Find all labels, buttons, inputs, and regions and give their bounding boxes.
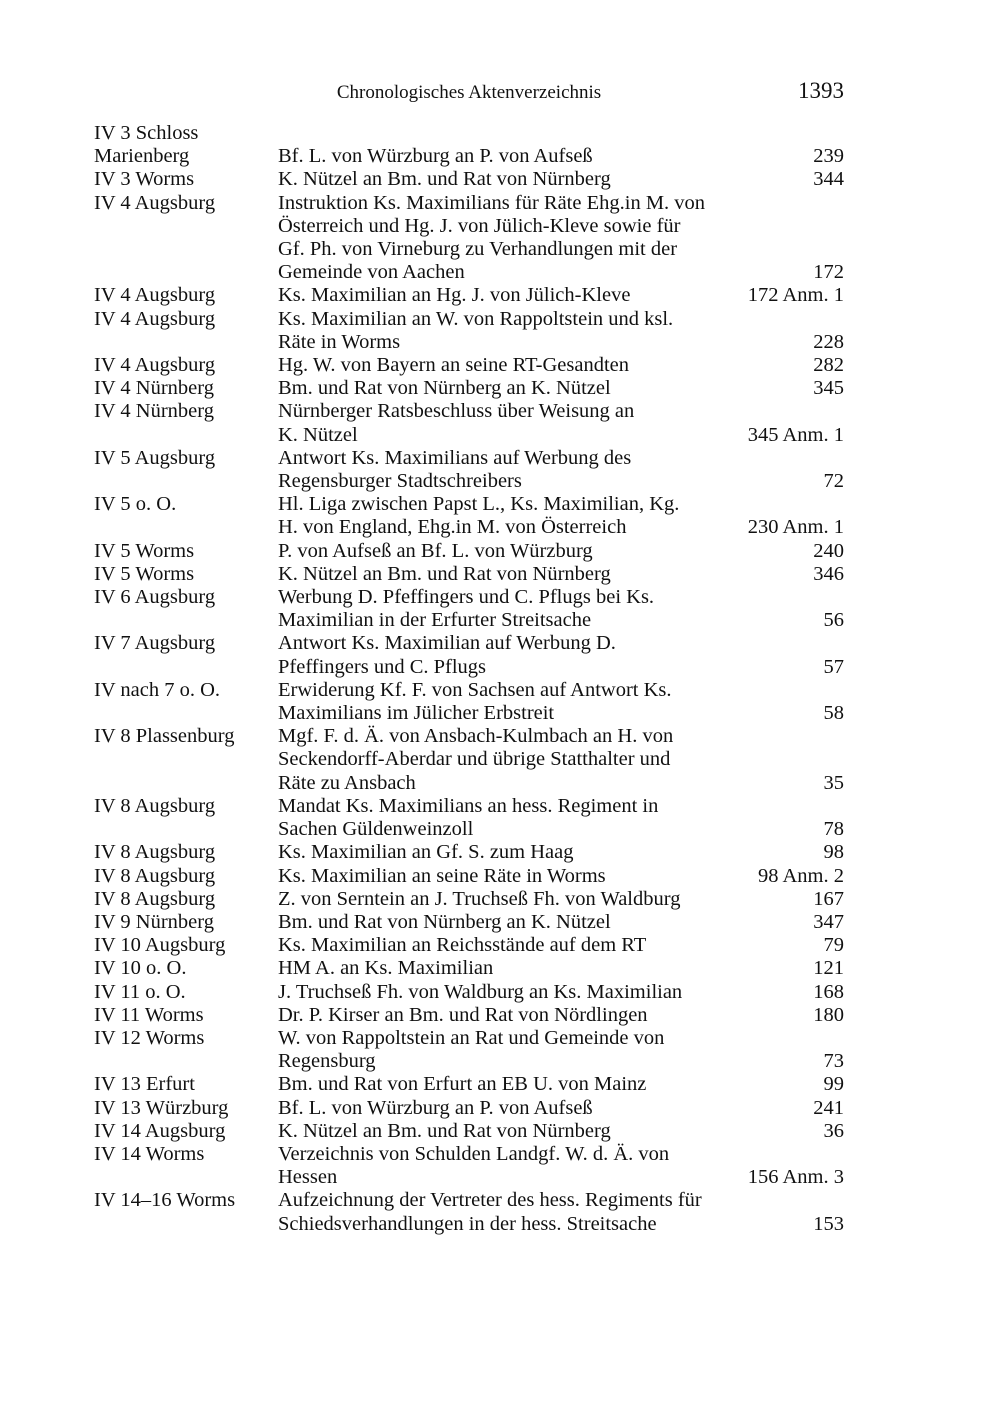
entry-description: Dr. P. Kirser an Bm. und Rat von Nördlingen (278, 1003, 648, 1026)
entry-row (94, 865, 844, 888)
entry-date: IV 4 Augsburg (94, 307, 216, 330)
entry-description: Instruktion Ks. Maximilians für Räte Ehg.in M. von Österreich und Hg. J. von Jülich-Kleve sowie für Gf. Ph. von Virneburg zu Verhandlungen mit der Gemeinde von Aachen (278, 191, 706, 284)
entry-row (94, 911, 844, 934)
entry-description: HM A. an Ks. Maximilian (278, 957, 494, 980)
entry-row (94, 308, 844, 354)
entry-reference: 98 Anm. 2 (758, 864, 844, 887)
entry-date: IV 5 o. O. (94, 493, 177, 516)
entry-row (94, 1004, 844, 1027)
entry-reference: 78 (823, 818, 844, 841)
entry-date: IV 8 Augsburg (94, 864, 216, 887)
entry-reference: 239 (813, 145, 844, 168)
page-number: 1393 (798, 78, 844, 103)
entry-description: Bf. L. von Würzburg an P. von Aufseß (278, 1096, 593, 1119)
entry-reference: 168 (813, 980, 844, 1003)
entry-date: IV 8 Augsburg (94, 887, 216, 910)
entry-row (94, 841, 844, 864)
entry-description: Bm. und Rat von Erfurt an EB U. von Mainz (278, 1073, 647, 1096)
entry-reference: 345 Anm. 1 (747, 423, 844, 446)
entry-reference: 79 (823, 934, 844, 957)
entry-row (94, 377, 844, 400)
entry-reference: 344 (813, 168, 844, 191)
entry-description: Ks. Maximilian an Reichsstände auf dem RT (278, 934, 647, 957)
entry-reference: 345 (813, 377, 844, 400)
entry-row (94, 888, 844, 911)
entry-date: IV 6 Augsburg (94, 586, 216, 609)
entry-row (94, 400, 844, 446)
entry-description: Mgf. F. d. Ä. von Ansbach-Kulmbach an H. von Seckendorff-Aberdar und übrige Statthalter und Räte zu Ansbach (278, 725, 674, 794)
entry-row (94, 168, 844, 191)
entry-reference: 282 (813, 354, 844, 377)
entry-description: Werbung D. Pfeffingers und C. Pflugs bei Ks. Maximilian in der Erfurter Streitsache (278, 586, 655, 632)
entry-date: IV 11 o. O. (94, 980, 186, 1003)
entry-description: Bm. und Rat von Nürnberg an K. Nützel (278, 910, 611, 933)
entry-reference: 172 Anm. 1 (747, 284, 844, 307)
entry-date: IV 4 Nürnberg (94, 400, 214, 423)
entry-description: K. Nützel an Bm. und Rat von Nürnberg (278, 1119, 611, 1142)
entry-reference: 99 (823, 1073, 844, 1096)
entry-reference: 241 (813, 1096, 844, 1119)
entry-row (94, 563, 844, 586)
entry-date: IV 7 Augsburg (94, 632, 216, 655)
entry-reference: 167 (813, 887, 844, 910)
entry-description: Antwort Ks. Maximilian auf Werbung D. Pfeffingers und C. Pflugs (278, 632, 616, 678)
entry-date: IV 5 Worms (94, 562, 195, 585)
entry-row (94, 1073, 844, 1096)
entry-date: IV 13 Würzburg (94, 1096, 229, 1119)
page-header (94, 78, 844, 110)
entry-date: IV 8 Augsburg (94, 841, 216, 864)
entry-row (94, 725, 844, 795)
entry-reference: 346 (813, 562, 844, 585)
entry-reference: 230 Anm. 1 (747, 516, 844, 539)
entry-reference: 72 (823, 470, 844, 493)
entry-description: Bm. und Rat von Nürnberg an K. Nützel (278, 377, 611, 400)
entry-reference: 121 (813, 957, 844, 980)
entry-row (94, 447, 844, 493)
entry-date: IV 8 Augsburg (94, 794, 216, 817)
entry-row (94, 1189, 844, 1235)
entry-row (94, 795, 844, 841)
entry-description: Ks. Maximilian an seine Räte in Worms (278, 864, 606, 887)
entry-date: IV 10 o. O. (94, 957, 187, 980)
entry-row (94, 632, 844, 678)
entry-row (94, 1097, 844, 1120)
entry-reference: 153 (813, 1212, 844, 1235)
entry-date: IV 10 Augsburg (94, 934, 226, 957)
entry-date: IV 14 Augsburg (94, 1119, 226, 1142)
running-title: Chronologisches Aktenverzeichnis (336, 82, 602, 103)
entry-reference: 180 (813, 1003, 844, 1026)
entry-reference: 58 (823, 702, 844, 725)
entry-description: Ks. Maximilian an Hg. J. von Jülich-Kleve (278, 284, 631, 307)
entry-date: IV 11 Worms (94, 1003, 204, 1026)
entry-row (94, 493, 844, 539)
entry-description: Z. von Serntein an J. Truchseß Fh. von Waldburg (278, 887, 681, 910)
entry-reference: 73 (823, 1050, 844, 1073)
entry-date: IV 14–16 Worms (94, 1189, 236, 1212)
entry-reference: 98 (823, 841, 844, 864)
entry-date: IV 14 Worms (94, 1142, 205, 1165)
entry-description: Ks. Maximilian an Gf. S. zum Haag (278, 841, 574, 864)
entry-row (94, 284, 844, 307)
entry-date: IV 9 Nürnberg (94, 910, 214, 933)
entry-description: W. von Rappoltstein an Rat und Gemeinde von Regensburg (278, 1026, 665, 1073)
entry-row (94, 934, 844, 957)
entry-row (94, 1143, 844, 1189)
entry-date: IV 12 Worms (94, 1026, 205, 1049)
entry-reference: 56 (823, 609, 844, 632)
entry-date: IV 4 Augsburg (94, 191, 216, 214)
entry-date: IV 5 Worms (94, 539, 195, 562)
entry-reference: 156 Anm. 3 (747, 1166, 844, 1189)
entry-reference: 36 (823, 1119, 844, 1142)
entry-date: IV 4 Augsburg (94, 284, 216, 307)
entry-date: IV 13 Erfurt (94, 1073, 195, 1096)
entry-description: Nürnberger Ratsbeschluss über Weisung an K. Nützel (278, 400, 635, 446)
entry-date: IV 4 Augsburg (94, 354, 216, 377)
entry-description: Ks. Maximilian an W. von Rappoltstein und ksl. Räte in Worms (278, 307, 674, 353)
entry-date: IV 3 Schloss Marienberg (94, 122, 199, 168)
entry-row (94, 1120, 844, 1143)
entry-date: IV 8 Plassenburg (94, 725, 235, 748)
entry-row (94, 540, 844, 563)
entry-row (94, 122, 844, 168)
entry-description: Verzeichnis von Schulden Landgf. W. d. Ä. von Hessen (278, 1142, 670, 1189)
entry-description: P. von Aufseß an Bf. L. von Würzburg (278, 539, 593, 562)
entry-reference: 240 (813, 539, 844, 562)
entry-description: Aufzeichnung der Vertreter des hess. Regiments für Schiedsverhandlungen in der hess. Streitsache (278, 1189, 702, 1235)
entry-date: IV nach 7 o. O. (94, 678, 221, 701)
entry-description: K. Nützel an Bm. und Rat von Nürnberg (278, 168, 611, 191)
entry-reference: 172 (813, 261, 844, 284)
entry-row (94, 354, 844, 377)
entry-row (94, 192, 844, 285)
entry-description: Hg. W. von Bayern an seine RT-Gesandten (278, 354, 630, 377)
entry-date: IV 4 Nürnberg (94, 377, 214, 400)
entry-list (94, 122, 844, 1236)
entry-description: Mandat Ks. Maximilians an hess. Regiment in Sachen Güldenweinzoll (278, 794, 659, 841)
entry-description: Bf. L. von Würzburg an P. von Aufseß (278, 145, 593, 168)
entry-description: K. Nützel an Bm. und Rat von Nürnberg (278, 562, 611, 585)
entry-description: Antwort Ks. Maximilians auf Werbung des Regensburger Stadtschreibers (278, 446, 632, 493)
entry-date: IV 3 Worms (94, 168, 195, 191)
entry-row (94, 1027, 844, 1073)
entry-reference: 347 (813, 910, 844, 933)
entry-description: J. Truchseß Fh. von Waldburg an Ks. Maximilian (278, 980, 683, 1003)
entry-date: IV 5 Augsburg (94, 446, 216, 469)
entry-row (94, 586, 844, 632)
entry-row (94, 981, 844, 1004)
entry-reference: 228 (813, 330, 844, 353)
entry-row (94, 957, 844, 980)
entry-description: Hl. Liga zwischen Papst L., Ks. Maximilian, Kg. H. von England, Ehg.in M. von Österreich (278, 493, 680, 539)
entry-row (94, 679, 844, 725)
entry-reference: 35 (823, 771, 844, 794)
entry-description: Erwiderung Kf. F. von Sachsen auf Antwort Ks. Maximilians im Jülicher Erbstreit (278, 678, 672, 725)
entry-reference: 57 (823, 655, 844, 678)
